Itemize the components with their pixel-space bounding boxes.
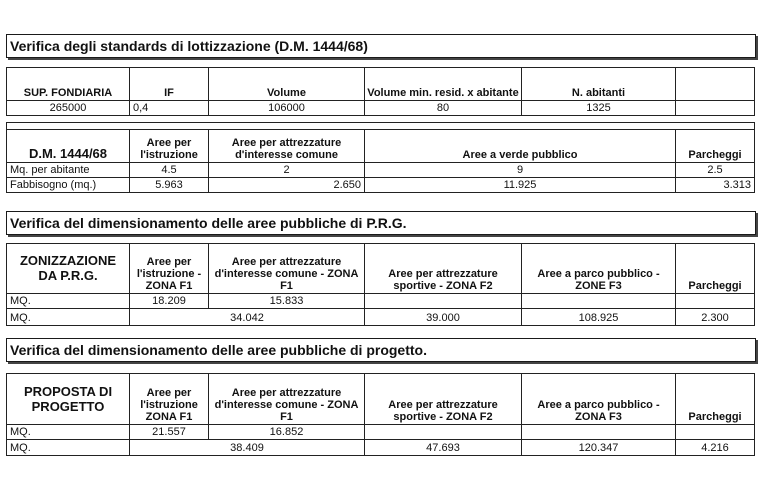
dm-row2-interesse-comune: 2.650 [208, 177, 365, 193]
progetto-row1-label: MQ. [6, 424, 130, 440]
prg-row1-istruzione: 18.209 [129, 293, 209, 309]
dm-header-istruzione: Aree per l'istruzione [129, 129, 209, 163]
dm-row1-label: Mq. per abitante [6, 162, 130, 178]
prg-header-istruzione: Aree per l'istruzione - ZONA F1 [129, 243, 209, 294]
progetto-header-parcheggi: Parcheggi [675, 373, 755, 425]
progetto-header-interesse-comune: Aree per attrezzature d'interesse comune - ZONA F1 [208, 373, 365, 425]
prg-row1-interesse-comune: 15.833 [208, 293, 365, 309]
progetto-row2-parcheggi: 4.216 [675, 439, 755, 456]
value-blank [675, 100, 755, 116]
progetto-row1-interesse-comune: 16.852 [208, 424, 365, 440]
progetto-header-parco-pubblico: Aree a parco pubblico - ZONA F3 [521, 373, 676, 425]
prg-row2-parco-pubblico: 108.925 [521, 308, 676, 326]
section3-title: Verifica del dimensionamento delle aree pubbliche di P.R.G. [10, 215, 407, 231]
prg-row2-parcheggi: 2.300 [675, 308, 755, 326]
prg-header-interesse-comune: Aree per attrezzature d'interesse comune - ZONA F1 [208, 243, 365, 294]
dm-row2-verde-pubblico: 11.925 [364, 177, 676, 193]
value-if: 0,4 [129, 100, 209, 116]
progetto-row2-parco-pubblico: 120.347 [521, 439, 676, 456]
dm-header-verde-pubblico: Aree a verde pubblico [364, 129, 676, 163]
progetto-header-istruzione: Aree per l'istruzione ZONA F1 [129, 373, 209, 425]
progetto-row1-parcheggi [675, 424, 755, 440]
progetto-header-sportive: Aree per attrezzature sportive - ZONA F2 [364, 373, 522, 425]
header-blank [675, 67, 755, 101]
progetto-row2-f1-total: 38.409 [129, 439, 365, 456]
value-volume: 106000 [208, 100, 365, 116]
section1-title: Verifica degli standards di lottizzazione (D.M. 1444/68) [10, 38, 368, 54]
value-volume-min: 80 [364, 100, 522, 116]
prg-header-parco-pubblico: Aree a parco pubblico - ZONE F3 [521, 243, 676, 294]
dm-header-interesse-comune: Aree per attrezzature d'interesse comune [208, 129, 365, 163]
dm-row1-interesse-comune: 2 [208, 162, 365, 178]
prg-row1-label: MQ. [6, 293, 130, 309]
dm-corner-label: D.M. 1444/68 [6, 129, 130, 163]
prg-row1-parcheggi [675, 293, 755, 309]
prg-row2-label: MQ. [6, 308, 130, 326]
header-volume-min: Volume min. resid. x abitante [364, 67, 522, 101]
progetto-row2-sportive: 47.693 [364, 439, 522, 456]
dm-header-parcheggi: Parcheggi [675, 129, 755, 163]
progetto-row1-istruzione: 21.557 [129, 424, 209, 440]
progetto-row1-sportive [364, 424, 522, 440]
dm-row2-istruzione: 5.963 [129, 177, 209, 193]
prg-row1-sportive [364, 293, 522, 309]
header-volume: Volume [208, 67, 365, 101]
dm-row2-label: Fabbisogno (mq.) [6, 177, 130, 193]
prg-row2-sportive: 39.000 [364, 308, 522, 326]
progetto-row2-label: MQ. [6, 439, 130, 456]
progetto-corner-label: PROPOSTA DI PROGETTO [6, 373, 130, 425]
dm-row1-parcheggi: 2.5 [675, 162, 755, 178]
dm-row2-parcheggi: 3.313 [675, 177, 755, 193]
prg-header-sportive: Aree per attrezzature sportive - ZONA F2 [364, 243, 522, 294]
value-n-abitanti: 1325 [521, 100, 676, 116]
progetto-row1-parco-pubblico [521, 424, 676, 440]
prg-row1-parco-pubblico [521, 293, 676, 309]
section4-title: Verifica del dimensionamento delle aree pubbliche di progetto. [10, 342, 427, 358]
dm-row1-verde-pubblico: 9 [364, 162, 676, 178]
header-n-abitanti: N. abitanti [521, 67, 676, 101]
header-if: IF [129, 67, 209, 101]
dm-row1-istruzione: 4.5 [129, 162, 209, 178]
prg-header-parcheggi: Parcheggi [675, 243, 755, 294]
header-sup-fondiaria: SUP. FONDIARIA [6, 67, 130, 101]
prg-corner-label: ZONIZZAZIONE DA P.R.G. [6, 243, 130, 294]
prg-row2-f1-total: 34.042 [129, 308, 365, 326]
value-sup-fondiaria: 265000 [6, 100, 130, 116]
